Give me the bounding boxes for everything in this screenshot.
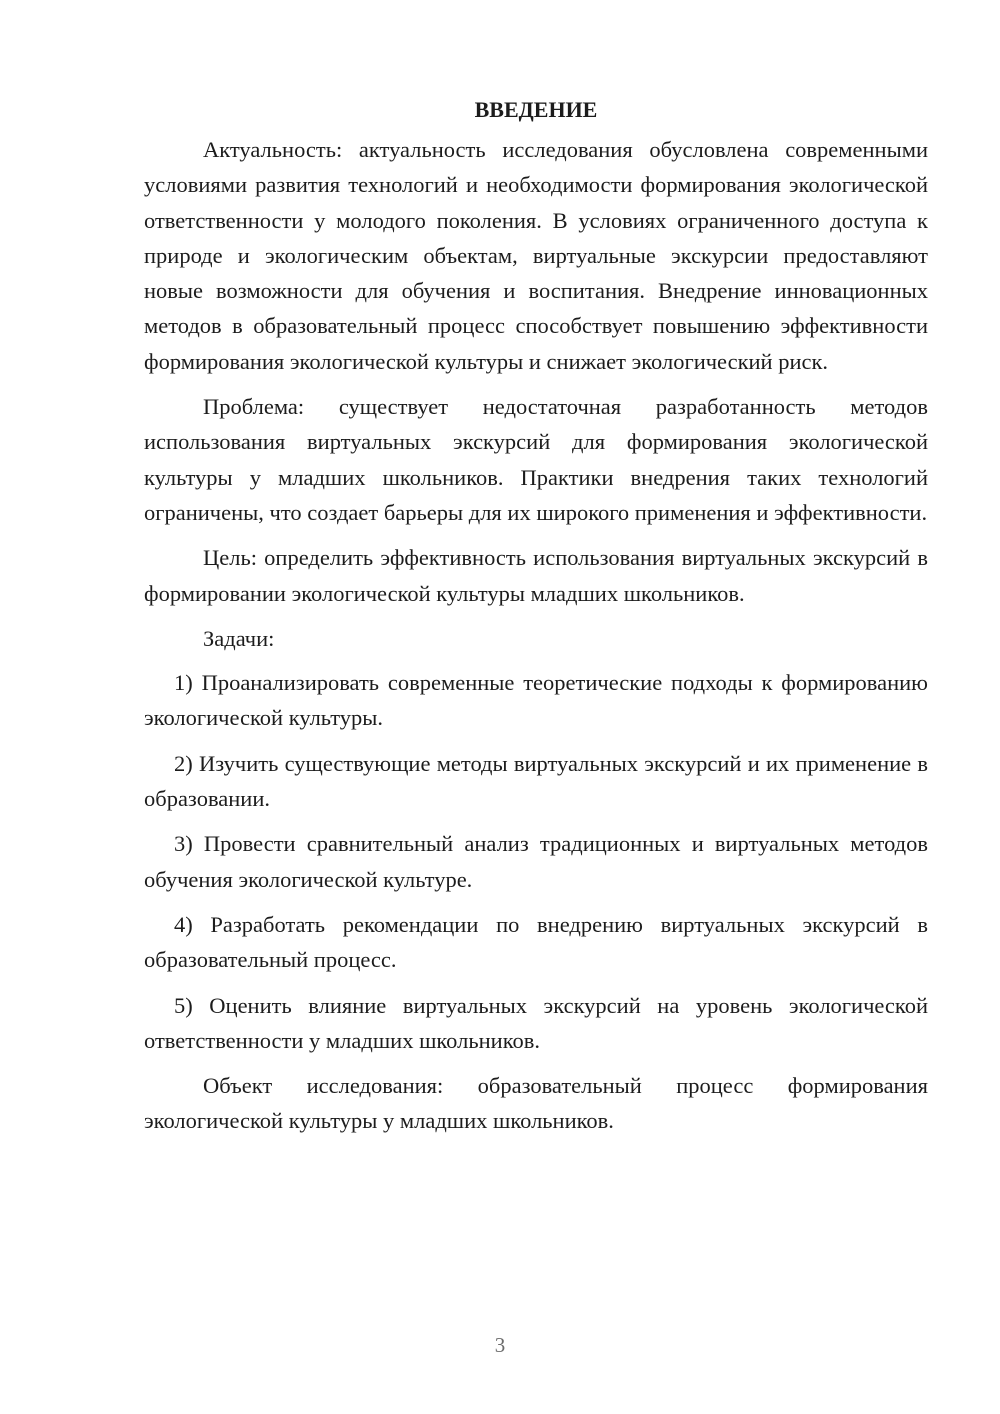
document-page [144,92,928,1149]
task-item: 5) Оценить влияние виртуальных экскурсий на уровень экологической ответственности у младших школьников. [144,992,928,1053]
section-title: ВВЕДЕНИЕ [474,97,598,122]
problem-paragraph: Проблема: существует недостаточная разработанность методов использования виртуальных экскурсий для формирования экологической культуры у младших школьников. Практики внедрения таких технологий ограничены, что создает барьеры для их широкого применения и эффективности. [144,394,928,525]
task-item: 3) Провести сравнительный анализ традиционных и виртуальных методов обучения экологической культуре. [144,831,928,892]
goal-paragraph: Цель: определить эффективность использования виртуальных экскурсий в формировании экологической культуры младших школьников. [144,545,928,606]
object-paragraph: Объект исследования: образовательный процесс формирования экологической культуры у младших школьников. [144,1073,928,1134]
task-item: 4) Разработать рекомендации по внедрению виртуальных экскурсий в образовательный процесс. [144,911,928,973]
page-number: 3 [494,1333,506,1357]
task-item: 2) Изучить существующие методы виртуальных экскурсий и их применение в образовании. [144,750,928,812]
task-item: 1) Проанализировать современные теоретические подходы к формированию экологической культуры. [144,670,928,731]
relevance-paragraph: Актуальность: актуальность исследования обусловлена современными условиями развития технологий и необходимости формирования экологической ответственности у молодого поколения. В условиях ограниченного доступа к природе и экологическим объектам, виртуальные экскурсии предоставляют новые возможности для обучения и воспитания. Внедрение инновационных методов в образовательный процесс способствует повышению эффективности формирования экологической культуры и снижает экологический риск. [144,137,928,374]
tasks-label: Задачи: [203,625,275,651]
